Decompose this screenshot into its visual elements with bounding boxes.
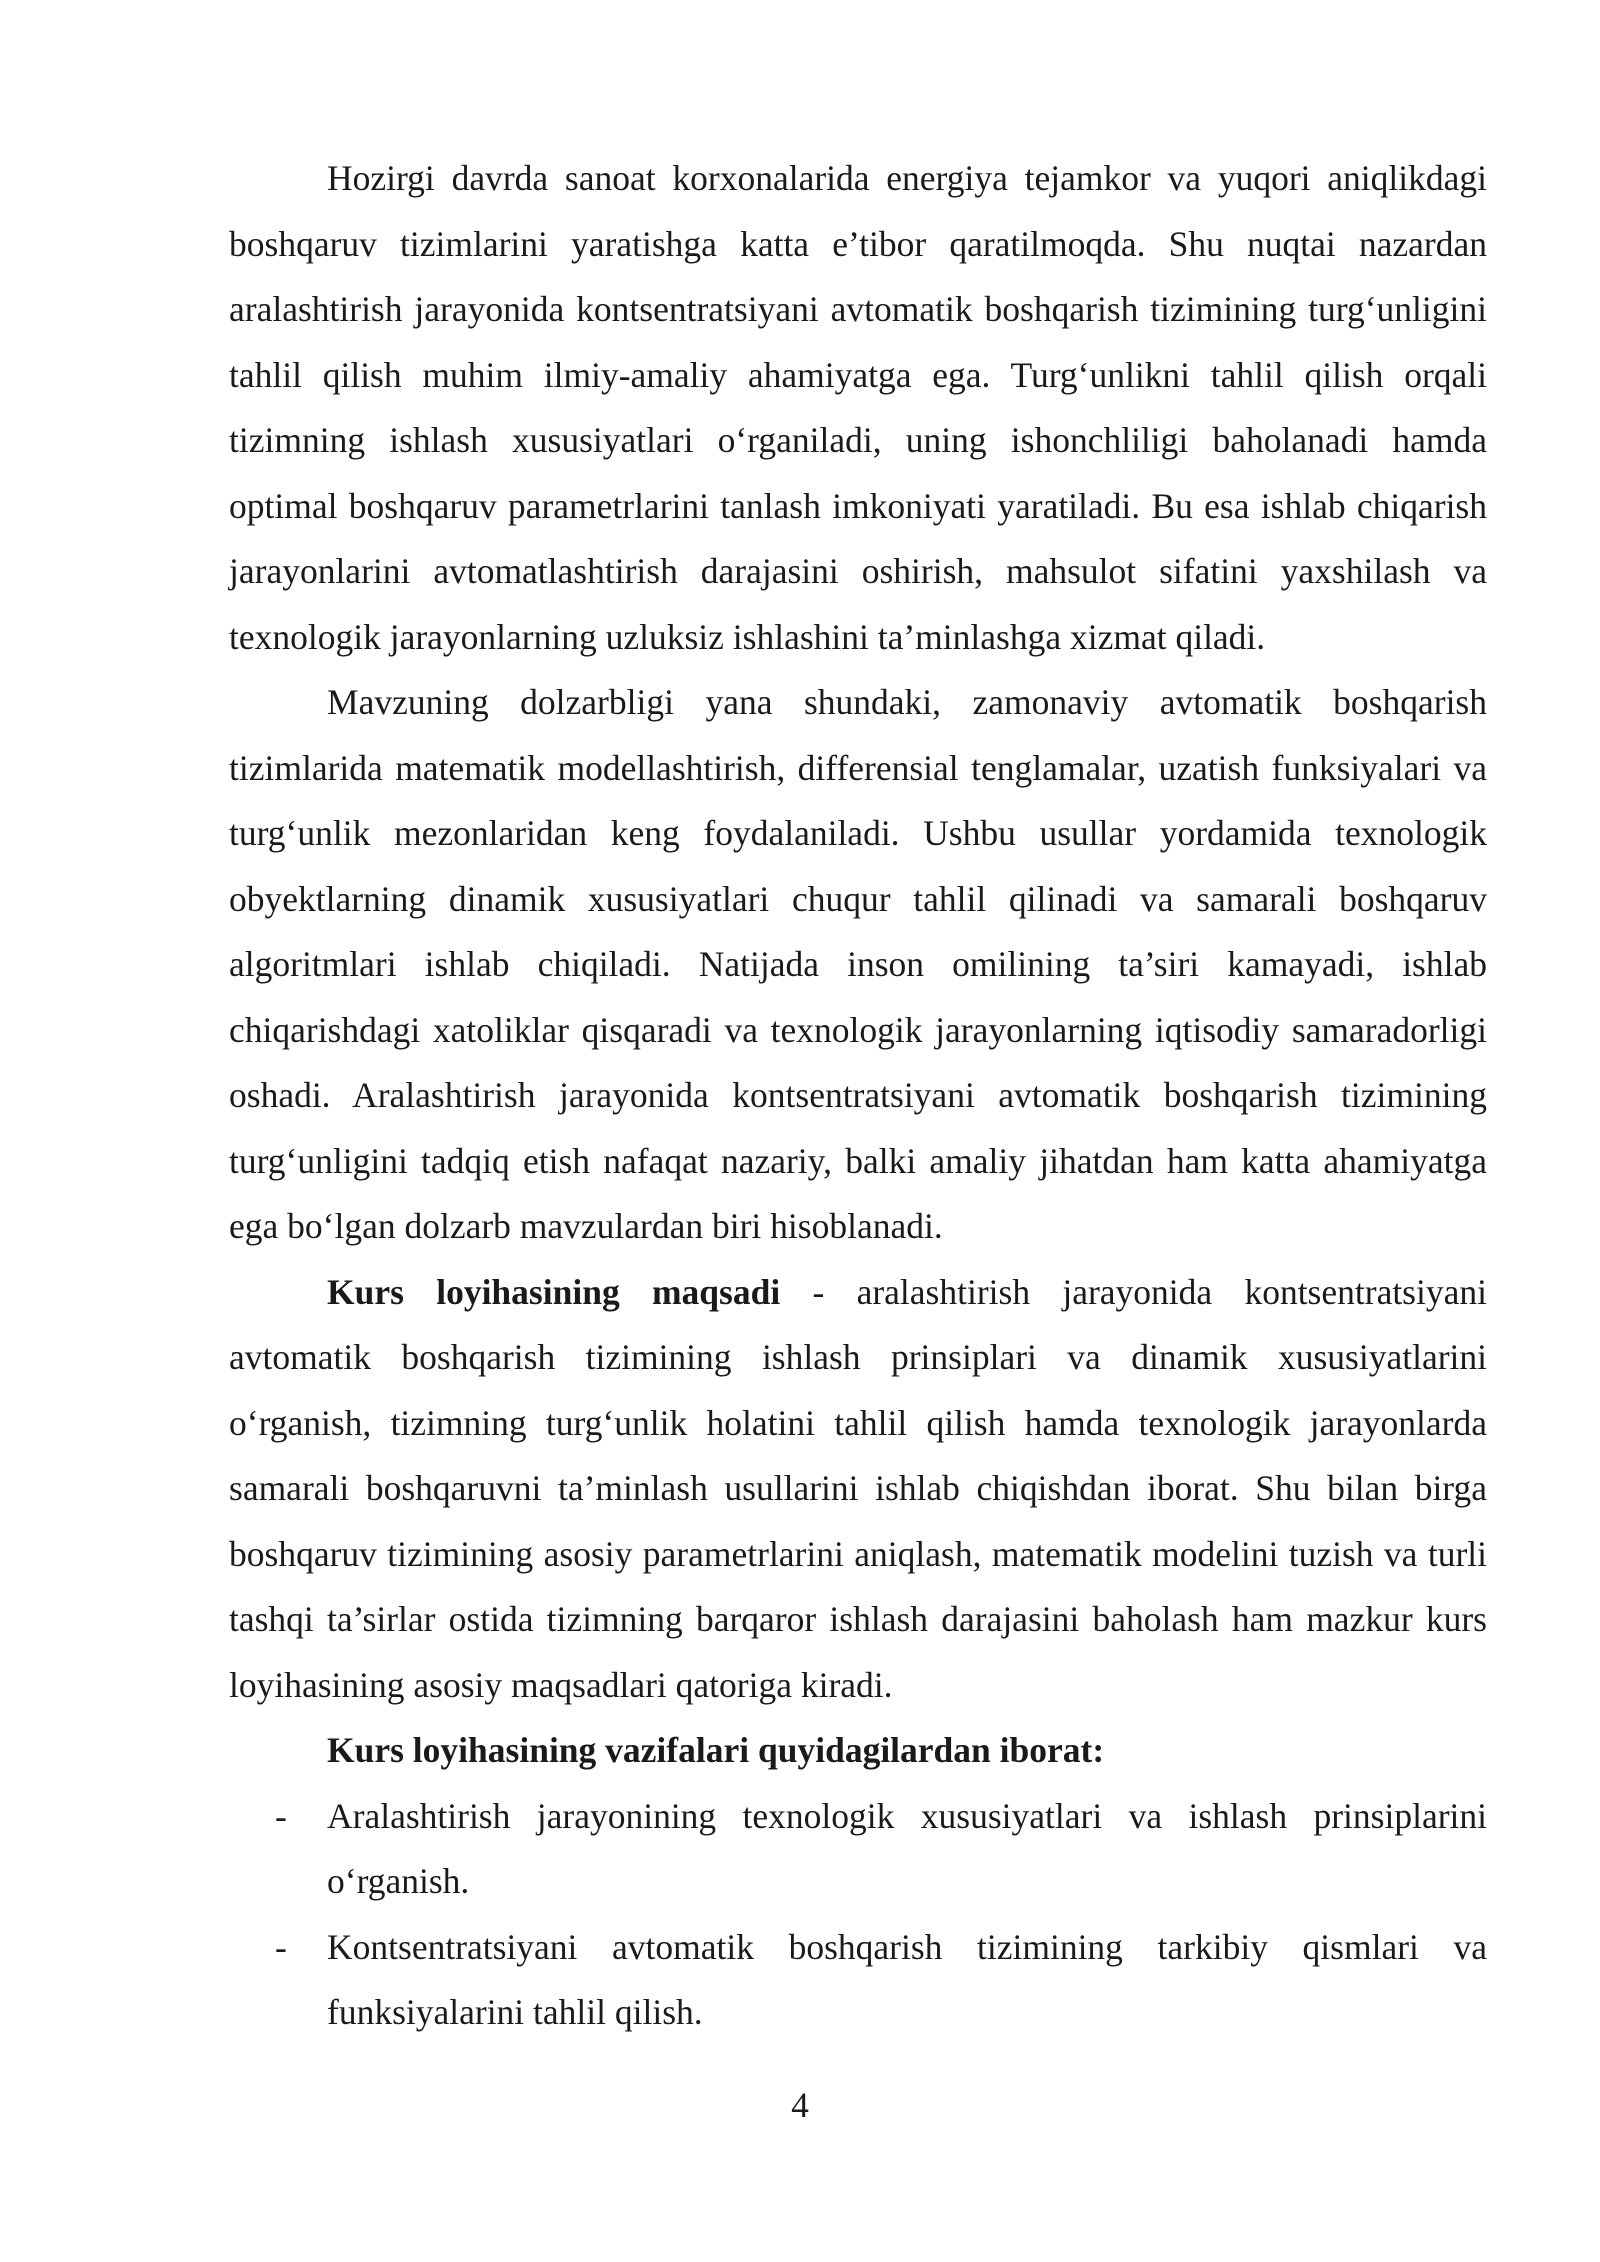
tasks-list — [229, 1784, 1487, 2046]
dash-marker: - — [275, 1926, 287, 1967]
list-item — [229, 1784, 1487, 1915]
paragraph-goal — [229, 1260, 1487, 1719]
document-page — [229, 146, 1487, 2046]
paragraph-relevance: Mavzuning dolzarbligi yana shundaki, zamonaviy avtomatik boshqarish tizimlarida matematik modellashtirish, differensial tenglamalar, uzatish funksiyalari va turg‘unlik mezonlaridan keng foydalaniladi. Ushbu usullar yordamida texnologik obyektlarning dinamik xususiyatlari chuqur tahlil qilinadi va samarali boshqaruv algoritmlari ishlab chiqiladi. Natijada inson omilining ta’siri kamayadi, ishlab chiqarishdagi xatoliklar qisqaradi va texnologik jarayonlarning iqtisodiy samaradorligi oshadi. Aralashtirish jarayonida kontsentratsiyani avtomatik boshqarish tizimining turg‘unligini tadqiq etish nafaqat nazariy, balki amaliy jihatdan ham katta ahamiyatga ega bo‘lgan dolzarb mavzulardan biri hisoblanadi. — [229, 682, 1487, 1246]
goal-text: - aralashtirish jarayonida kontsentratsiyani avtomatik boshqarish tizimining ishlash prinsiplari va dinamik xususiyatlarini o‘rganish, tizimning turg‘unlik holatini tahlil qilish hamda texnologik jarayonlarda samarali boshqaruvni ta’minlash usullarini ishlab chiqishdan iborat. Shu bilan birga boshqaruv tizimining asosiy parametrlarini aniqlash, matematik modelini tuzish va turli tashqi ta’sirlar ostida tizimning barqaror ishlash darajasini baholash ham mazkur kurs loyihasining asosiy maqsadlari qatoriga kiradi. — [229, 1271, 1487, 1705]
list-item-text: Aralashtirish jarayonining texnologik xususiyatlari va ishlash prinsiplarini o‘rganish. — [327, 1795, 1487, 1901]
list-item-text: Kontsentratsiyani avtomatik boshqarish tizimining tarkibiy qismlari va funksiyalarini tahlil qilish. — [327, 1926, 1487, 2032]
tasks-heading: Kurs loyihasining vazifalari quyidagilardan iborat: — [327, 1730, 1105, 1770]
dash-marker: - — [275, 1795, 287, 1836]
list-item — [229, 1915, 1487, 2046]
page-number: 4 — [791, 2085, 809, 2125]
paragraph-intro: Hozirgi davrda sanoat korxonalarida energiya tejamkor va yuqori aniqlikdagi boshqaruv tizimlarini yaratishga katta e’tibor qaratilmoqda. Shu nuqtai nazardan aralashtirish jarayonida kontsentratsiyani avtomatik boshqarish tizimining turg‘unligini tahlil qilish muhim ilmiy-amaliy ahamiyatga ega. Turg‘unlikni tahlil qilish orqali tizimning ishlash xususiyatlari o‘rganiladi, uning ishonchliligi baholanadi hamda optimal boshqaruv parametrlarini tanlash imkoniyati yaratiladi. Bu esa ishlab chiqarish jarayonlarini avtomatlashtirish darajasini oshirish, mahsulot sifatini yaxshilash va texnologik jarayonlarning uzluksiz ishlashini ta’minlashga xizmat qiladi. — [229, 158, 1487, 657]
goal-label: Kurs loyihasining maqsadi — [327, 1271, 781, 1312]
